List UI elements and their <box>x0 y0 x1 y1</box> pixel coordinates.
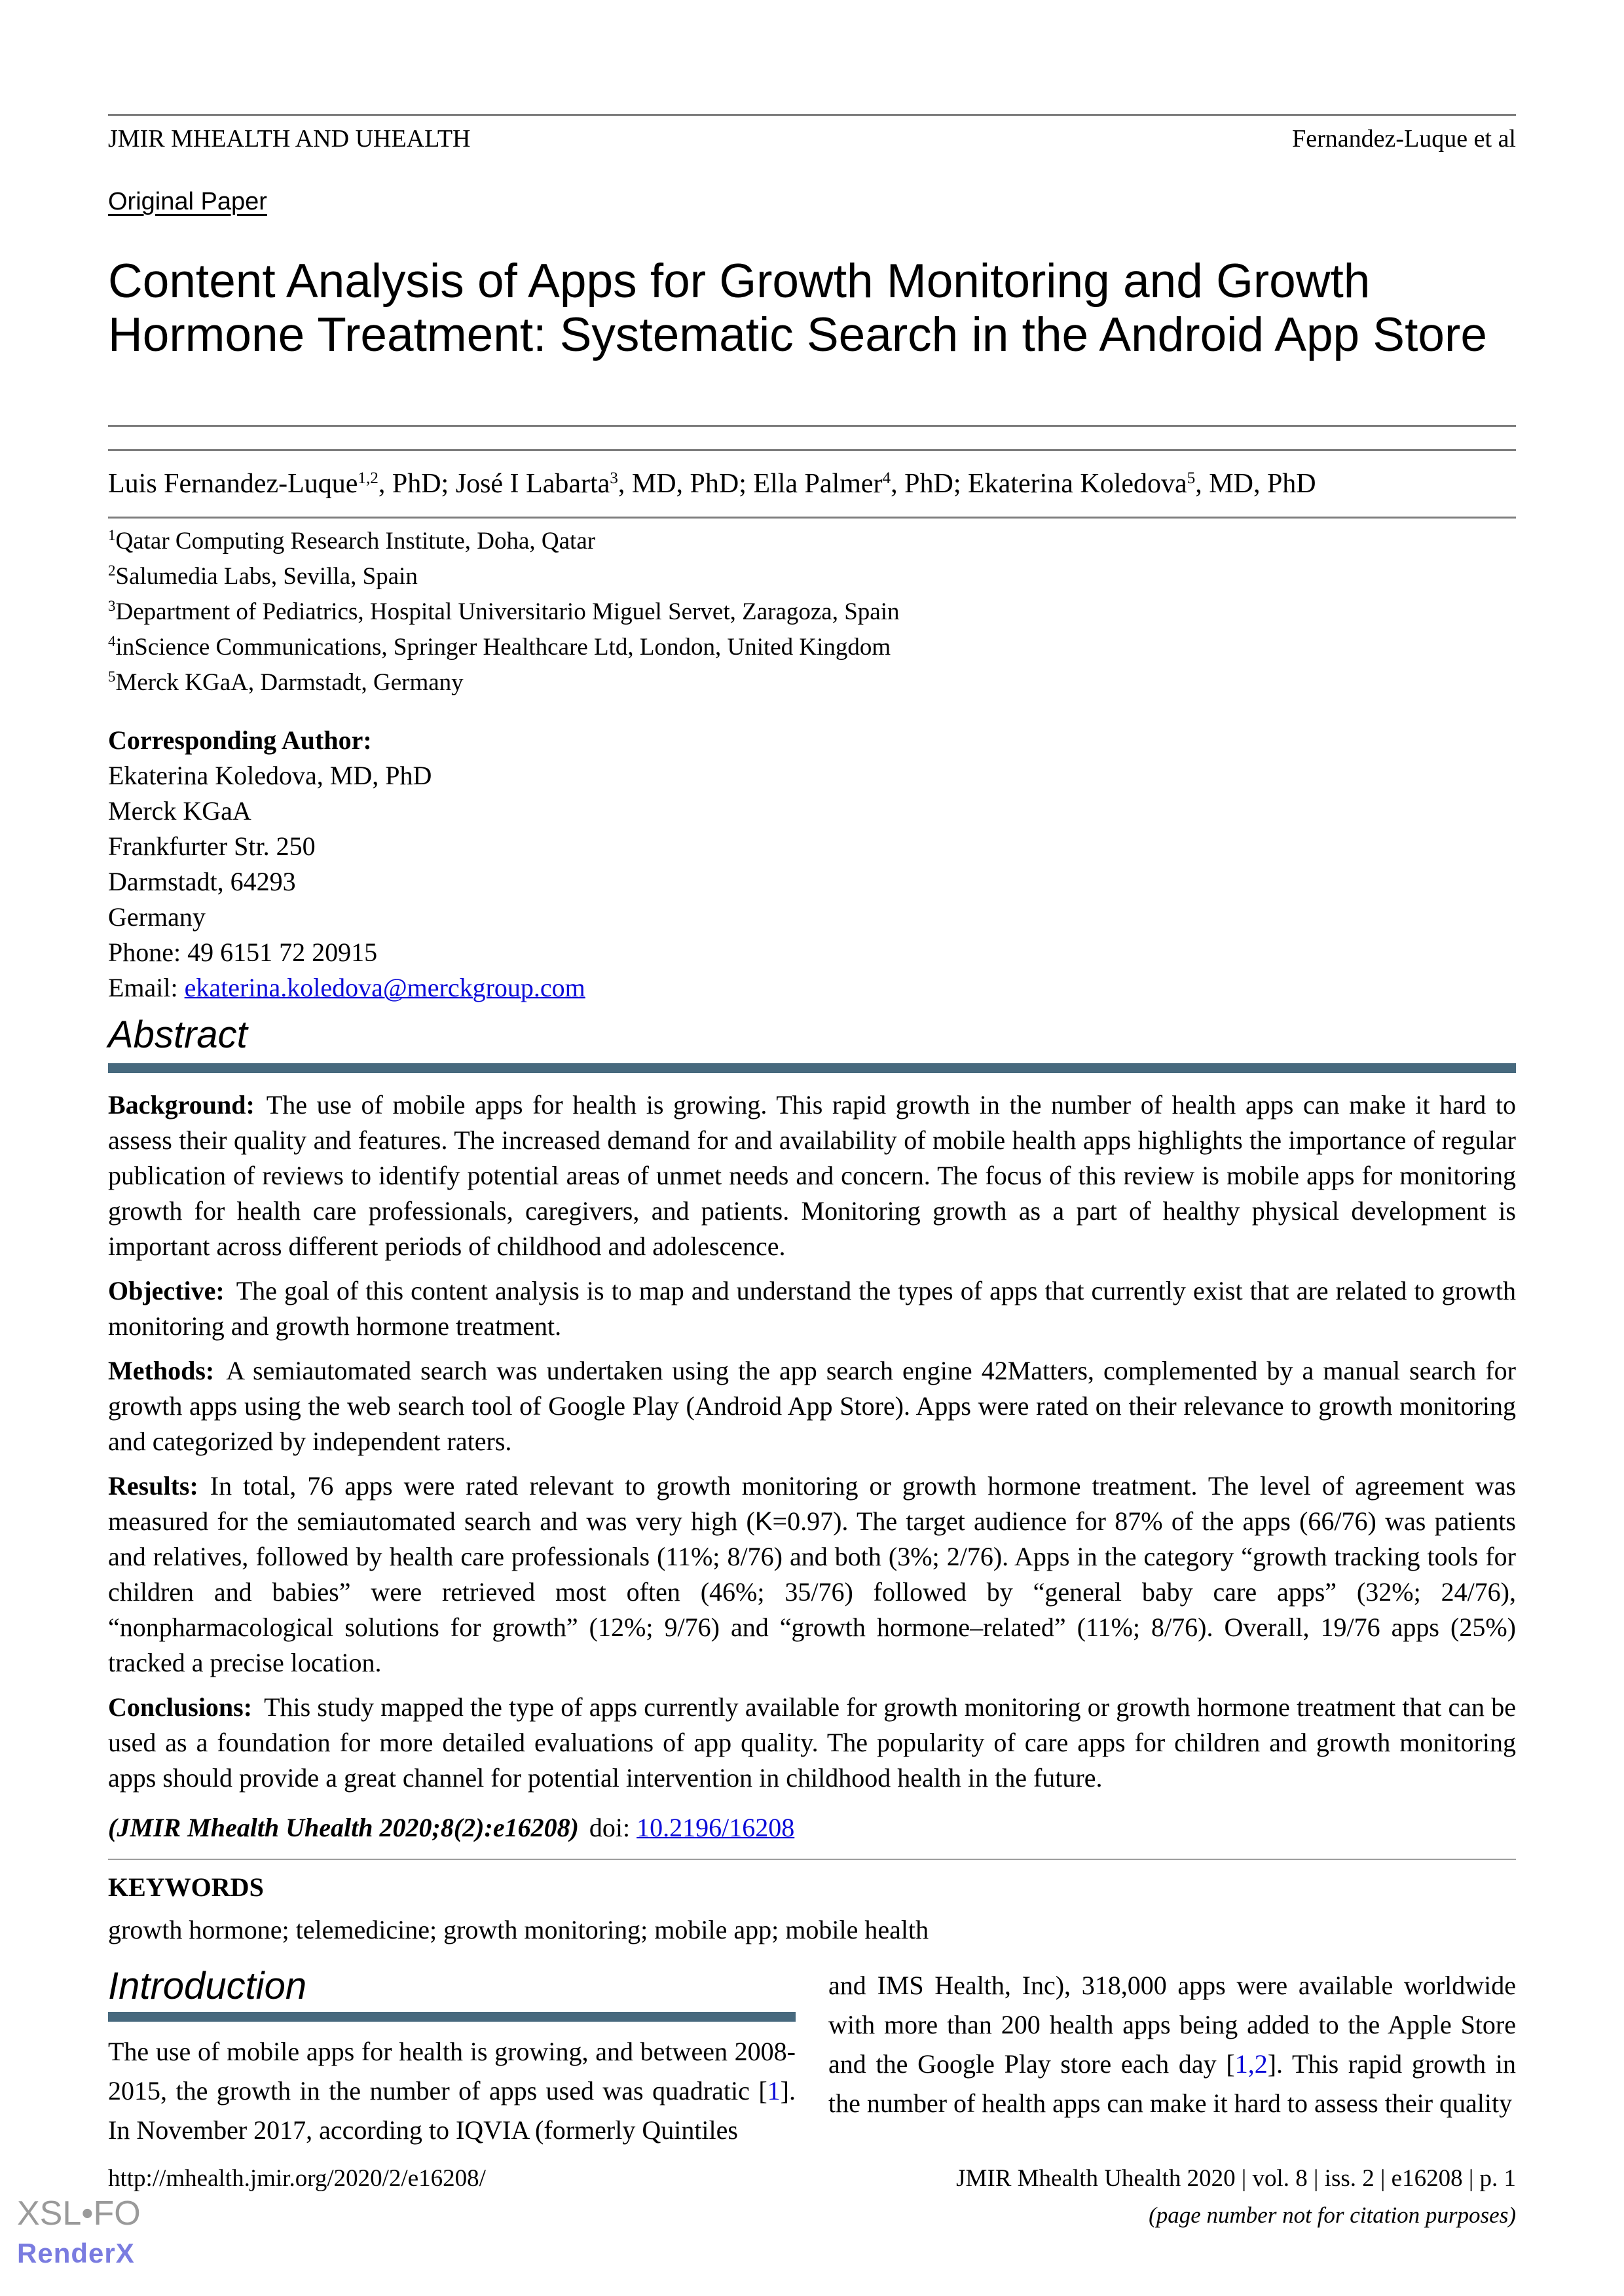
author: Ekaterina Koledova$^5$, MD, PhD <box>967 469 1316 499</box>
footer-citation: JMIR Mhealth Uhealth 2020 | vol. 8 | iss. 2 | e16208 | p. 1 <box>956 2165 1516 2192</box>
divider <box>108 449 1516 451</box>
intro-left-column <box>108 1966 796 2150</box>
email-link[interactable]: ekaterina.koledova@merckgroup.com <box>184 973 585 1002</box>
author-affil-sup: 5 <box>1187 469 1196 488</box>
corresponding-line: Frankfurter Str. 250 <box>108 831 316 861</box>
abstract-results: Results: In total, 76 apps were rated relevant to growth monitoring or growth hormone treatment. The level of agreement was measured for the semiautomated search and was very high (K=0.97). The target audience for 87% of the apps (66/76) was patients and relatives, followed by health care professionals (11%; 8/76) and both (3%; 2/76). Apps in the category “growth tracking tools for children and babies” were retrieved most often (46%; 35/76) followed by “general baby care apps” (32%; 24/76), “nonpharmacological solutions for growth” (12%; 9/76) and “growth hormone–related” (11%; 8/76). Overall, 19/76 apps (25%) tracked a precise location. <box>108 1471 1516 1677</box>
conclusions-label: Conclusions: <box>108 1692 253 1722</box>
corresponding-email-line <box>108 970 1516 1006</box>
abstract-methods: Methods: A semiautomated search was undertaken using the app search engine 42Matters, complemented by a manual search for growth apps using the web search tool of Google Play (Android App Store). Apps were rated on their relevance to growth monitoring and categorized by independent raters. <box>108 1356 1516 1456</box>
intro-left-paragraph: The use of mobile apps for health is growing, and between 2008-2015, the growth in the number of apps used was quadratic [1]. In November 2017, according to IQVIA (formerly Quintiles <box>108 2037 796 2145</box>
doi-label: doi: <box>589 1813 637 1842</box>
renderx-logo <box>17 2195 141 2269</box>
keywords-divider <box>108 1859 1516 1860</box>
author: Luis Fernandez-Luque$^{1,2}$, PhD; <box>108 469 456 499</box>
footer-note: (page number not for citation purposes) <box>1149 2202 1516 2228</box>
background-label: Background: <box>108 1090 255 1120</box>
corresponding-line: Ekaterina Koledova, MD, PhD <box>108 761 432 790</box>
divider <box>108 517 1516 519</box>
abstract-background: Background: The use of mobile apps for health is growing. This rapid growth in the number of health apps can make it hard to assess their quality and features. The increased demand for and availability of mobile health apps highlights the importance of regular publication of reviews to identify potential areas of unmet needs and concern. The focus of this review is mobile apps for monitoring growth for health care professionals, caregivers, and patients. Monitoring growth as a part of healthy physical development is important across different periods of childhood and adolescence. <box>108 1090 1516 1261</box>
introduction-section <box>108 1966 1516 2150</box>
journal-citation: (JMIR Mhealth Uhealth 2020;8(2):e16208) <box>108 1813 579 1842</box>
affiliation-item: $^3$Department of Pediatrics, Hospital Universitario Miguel Servet, Zaragoza, Spain <box>108 598 900 625</box>
author: Ella Palmer$^4$, PhD; <box>753 469 968 499</box>
intro-right-paragraph: and IMS Health, Inc), 318,000 apps were available worldwide with more than 200 health apps being added to the Apple Store and the Google Play store each day [1,2]. This rapid growth in the number of health apps can make it hard to assess their quality <box>828 1971 1516 2118</box>
journal-name: JMIR MHEALTH AND UHEALTH <box>108 125 471 153</box>
page-footer <box>108 2164 1516 2231</box>
affiliations-list <box>108 524 1516 701</box>
author-line <box>108 465 1516 502</box>
results-label: Results: <box>108 1471 198 1501</box>
intro-right-column <box>828 1966 1516 2150</box>
affiliation-item: $^1$Qatar Computing Research Institute, Doha, Qatar <box>108 527 596 555</box>
running-authors: Fernandez-Luque et al <box>1292 125 1516 153</box>
renderx-logo-text: RenderX <box>17 2238 135 2269</box>
paper-title: Content Analysis of Apps for Growth Monitoring and Growth Hormone Treatment: Systematic Search in the Android App Store <box>108 255 1487 361</box>
footer-url[interactable]: http://mhealth.jmir.org/2020/2/e16208/ <box>108 2165 486 2192</box>
top-rule <box>108 114 1516 116</box>
divider <box>108 425 1516 427</box>
affiliation-item: $^2$Salumedia Labs, Sevilla, Spain <box>108 562 418 590</box>
reference-link[interactable]: 1 <box>767 2076 781 2105</box>
methods-label: Methods: <box>108 1356 215 1385</box>
footer-row <box>108 2164 1516 2194</box>
kappa-symbol: K <box>754 1507 773 1536</box>
corresponding-author-block <box>108 723 1516 1006</box>
affiliation-item: $^5$Merck KGaA, Darmstadt, Germany <box>108 668 464 696</box>
author: José I Labarta$^3$, MD, PhD; <box>455 469 754 499</box>
author-affil-sup: 3 <box>610 469 618 488</box>
abstract-objective: Objective: The goal of this content analysis is to map and understand the types of apps that currently exist that are related to growth monitoring and growth hormone treatment. <box>108 1276 1516 1341</box>
author-affil-sup: 4 <box>882 469 891 488</box>
keywords-heading: KEYWORDS <box>108 1872 264 1902</box>
abstract-conclusions: Conclusions: This study mapped the type of apps currently available for growth monitoring or growth hormone treatment that can be used as a foundation for more detailed evaluations of app quality. The popularity of care apps for children and growth monitoring apps should provide a great channel for potential intervention in childhood health in the future. <box>108 1692 1516 1793</box>
doi-link[interactable]: 10.2196/16208 <box>637 1813 795 1842</box>
keywords-text: growth hormone; telemedicine; growth monitoring; mobile app; mobile health <box>108 1915 929 1944</box>
corresponding-line: Germany <box>108 902 206 932</box>
article-type-label: Original Paper <box>108 188 267 215</box>
xsl-fo-logo-text: XSL•FO <box>17 2195 141 2232</box>
introduction-heading: Introduction <box>108 1965 307 2007</box>
corresponding-phone: Phone: 49 6151 72 20915 <box>108 938 378 967</box>
abstract-heading: Abstract <box>108 1013 248 1056</box>
reference-link[interactable]: 1,2 <box>1234 2049 1268 2079</box>
corresponding-line: Merck KGaA <box>108 796 251 826</box>
running-header <box>108 124 1516 154</box>
section-accent-bar <box>108 1063 1516 1073</box>
citation-line <box>108 1810 1516 1846</box>
affiliation-item: $^4$inScience Communications, Springer Healthcare Ltd, London, United Kingdom <box>108 633 891 661</box>
objective-label: Objective: <box>108 1276 225 1305</box>
section-accent-bar <box>108 2012 796 2022</box>
corresponding-line: Darmstadt, 64293 <box>108 867 296 896</box>
author-affil-sup: 1,2 <box>358 469 378 488</box>
email-label: Email: <box>108 973 185 1002</box>
corresponding-label: Corresponding Author: <box>108 725 372 755</box>
